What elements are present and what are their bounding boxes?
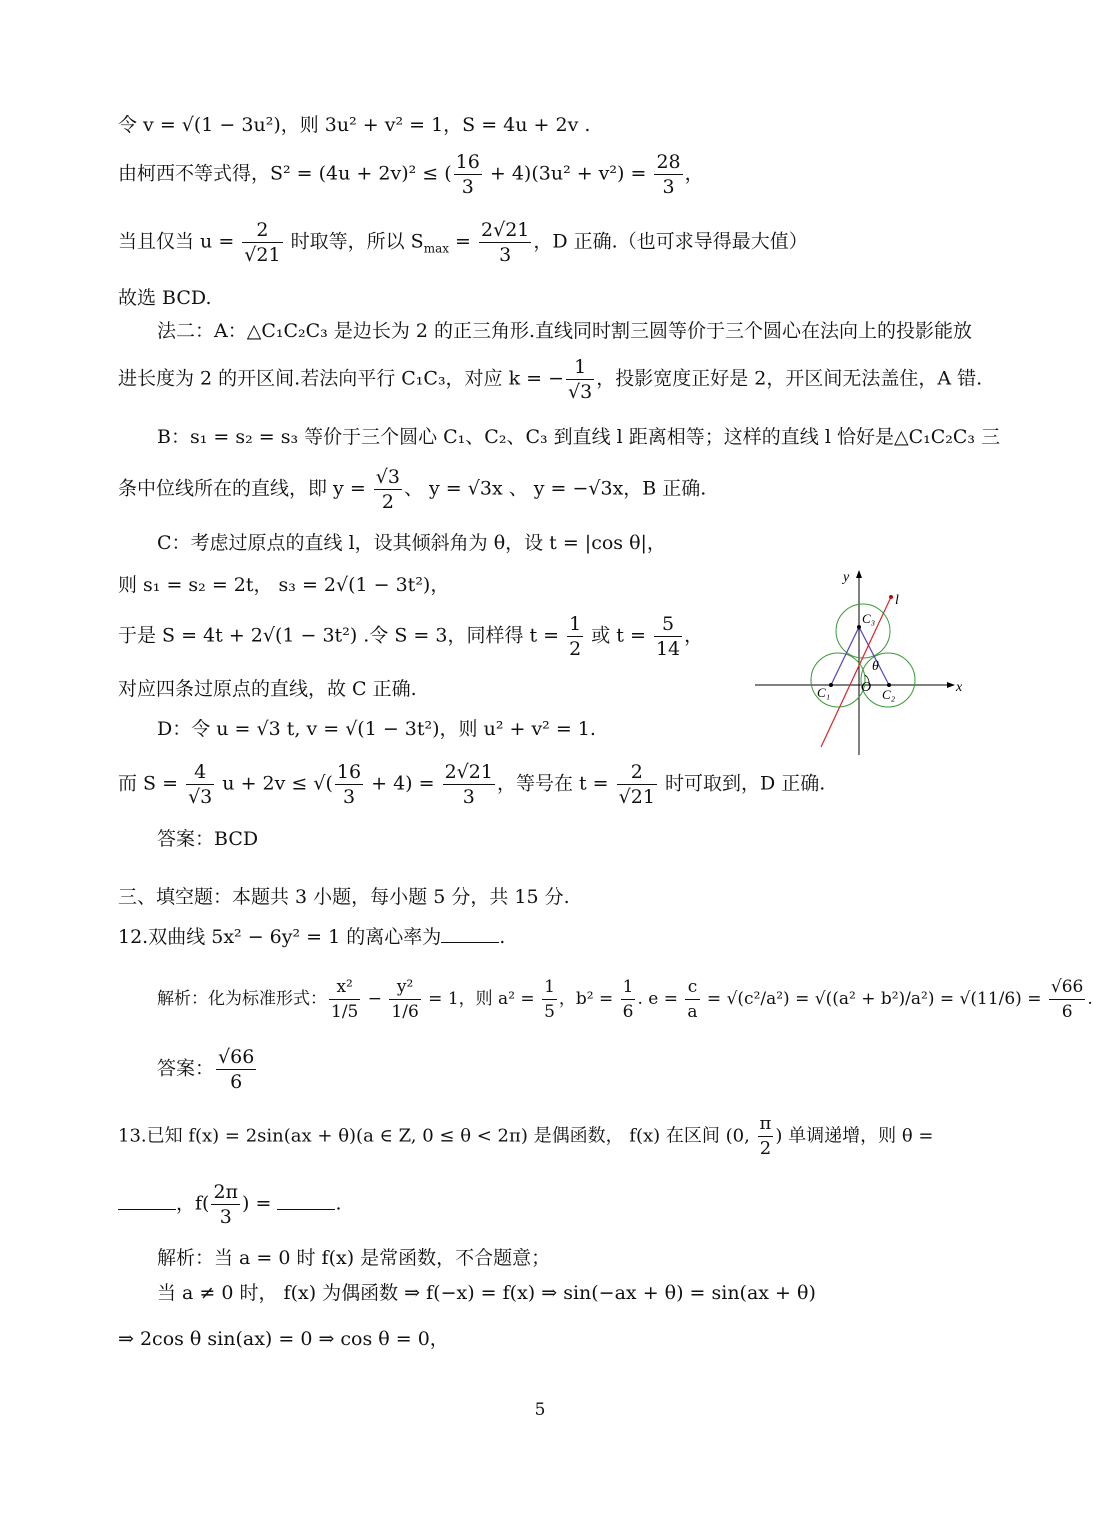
text-line: 而 S = $\frac{4}{√3}$ u + 2v ≤ √( $\frac{16}{3}$ + 4) = $\frac{2√21}{3}$ ，等号在 t = $\frac{2}{√21}$ 时可取到，D 正确. — [118, 761, 826, 808]
point-c3 — [857, 625, 861, 629]
geometry-figure — [755, 567, 963, 757]
c3-label: C₃ — [862, 611, 876, 626]
text-line: 当且仅当 u = $\frac{2}{√21}$ 时取等，所以 $S_{max}$ = $\frac{2√21}{3}$ ，D 正确.（也可求导得最大值） — [118, 219, 808, 266]
fraction: $\frac{\pi}{2}$ — [759, 1113, 772, 1159]
fraction: $\frac{5}{14}$ — [655, 613, 681, 660]
text-line: 条中位线所在的直线，即 y = $\frac{√3}{2}$ 、 y = √3x 、 y = −√3x，B 正确. — [118, 466, 707, 513]
fraction: $\frac{16}{3}$ — [336, 761, 362, 808]
fraction: $\frac{c}{a}$ — [687, 977, 698, 1022]
fraction: $\frac{1}{6}$ — [622, 977, 634, 1022]
answer-line: 答案： $\frac{√66}{6}$ — [157, 1046, 255, 1093]
fraction: $\frac{2}{√21}$ — [618, 761, 655, 808]
fraction: $\frac{2√21}{3}$ — [481, 219, 530, 266]
answer-blank — [277, 1191, 335, 1210]
fraction: $\frac{2}{√21}$ — [244, 219, 281, 266]
text-line: 于是 S = 4t + 2√(1 − 3t²) .令 S = 3，同样得 t = $\frac{1}{2}$ 或 t = $\frac{5}{14}$ ， — [118, 613, 704, 660]
text-line: 解析：化为标准形式： $\frac{\text{x²}}{1/5}$ − $\frac{\text{y²}}{1/6}$ = 1，则 a² = $\frac{1}{5}$ ，b² = $\frac{1}{6}$ . e = $\frac{c}{a}$ = √(c²/a²) = √((a² + b²)/a²) = √(11/6) = $\frac{√66}{6}$ . — [157, 977, 1093, 1022]
fraction: $\frac{\text{y²}}{1/6}$ — [391, 977, 419, 1022]
section-heading: 三、填空题：本题共 3 小题，每小题 5 分，共 15 分. — [118, 886, 570, 908]
c1-label: C₁ — [817, 685, 831, 700]
text-line: 解析：当 a = 0 时 f(x) 是常函数，不合题意； — [157, 1247, 551, 1269]
text-line: ，f( $\frac{2\pi}{3}$ ) = . — [118, 1180, 342, 1229]
text-line: 当 a ≠ 0 时， f(x) 为偶函数 ⇒ f(−x) = f(x) ⇒ sin(−ax + θ) = sin(ax + θ) — [157, 1282, 816, 1304]
line-l — [821, 597, 891, 747]
fraction: $\frac{2√21}{3}$ — [444, 761, 493, 808]
text-line: 故选 BCD. — [118, 287, 212, 309]
fraction: $\frac{1}{2}$ — [569, 613, 582, 660]
question-13: 13.已知 f(x) = 2sin(ax + θ)(a ∈ Z, 0 ≤ θ < 2π) 是偶函数， f(x) 在区间 (0, $\frac{\pi}{2}$ ) 单调递增，则 θ = — [118, 1113, 934, 1159]
line-l-label: l — [895, 593, 899, 608]
fraction: $\frac{28}{3}$ — [656, 151, 681, 198]
answer-blank — [118, 1191, 176, 1210]
text-line: 令 v = √(1 − 3u²)，则 3u² + v² = 1，S = 4u + 2v . — [118, 114, 591, 136]
y-label: y — [843, 570, 850, 585]
y-axis-arrow — [856, 570, 862, 578]
fraction: $\frac{√66}{6}$ — [1050, 977, 1084, 1022]
text-line: 进长度为 2 的开区间.若法向平行 C₁C₃，对应 k = − $\frac{1}{√3}$ ，投影宽度正好是 2，开区间无法盖住，A 错. — [118, 356, 983, 403]
origin-label: O — [861, 680, 872, 695]
triangle — [831, 627, 889, 685]
text-line: B：s₁ = s₂ = s₃ 等价于三个圆心 C₁、C₂、C₃ 到直线 l 距离相等；这样的直线 l 恰好是△C₁C₂C₃ 三 — [157, 426, 1001, 448]
x-axis-arrow — [947, 682, 955, 688]
fraction: $\frac{2\pi}{3}$ — [213, 1181, 239, 1228]
text-line: 答案：BCD — [157, 828, 259, 850]
text-line: 由柯西不等式得，S² = (4u + 2v)² ≤ ( $\frac{16}{3}$ + 4)(3u² + v²) = $\frac{28}{3}$ ， — [118, 151, 704, 198]
line-l-endpoint — [889, 595, 893, 599]
fraction: $\frac{√3}{2}$ — [375, 466, 400, 513]
theta-label: θ — [872, 659, 879, 674]
fraction: $\frac{4}{√3}$ — [188, 761, 213, 808]
answer-blank — [441, 924, 499, 943]
question-12: 12.双曲线 5x² − 6y² = 1 的离心率为 . — [118, 926, 506, 948]
fraction: $\frac{1}{5}$ — [544, 977, 555, 1022]
text-line: C：考虑过原点的直线 l，设其倾斜角为 θ，设 t = |cos θ|， — [157, 532, 666, 554]
text-line: 对应四条过原点的直线，故 C 正确. — [118, 678, 417, 700]
fraction: $\frac{1}{√3}$ — [568, 356, 593, 403]
fraction: $\frac{√66}{6}$ — [218, 1046, 255, 1093]
text-line: D：令 u = √3 t, v = √(1 − 3t²)，则 u² + v² = 1. — [157, 718, 596, 740]
text-line: 则 s₁ = s₂ = 2t， s₃ = 2√(1 − 3t²)， — [118, 574, 450, 596]
x-label: x — [956, 680, 963, 695]
fraction: $\frac{\text{x²}}{1/5}$ — [331, 977, 359, 1022]
c2-label: C₂ — [882, 687, 896, 702]
text-line: ⇒ 2cos θ sin(ax) = 0 ⇒ cos θ = 0， — [118, 1328, 449, 1350]
fraction: $\frac{16}{3}$ — [455, 151, 480, 198]
page-number: 5 — [534, 1400, 546, 1420]
text-line: 法二：A：△C₁C₂C₃ 是边长为 2 的正三角形.直线同时割三圆等价于三个圆心在法向上的投影能放 — [157, 320, 973, 342]
